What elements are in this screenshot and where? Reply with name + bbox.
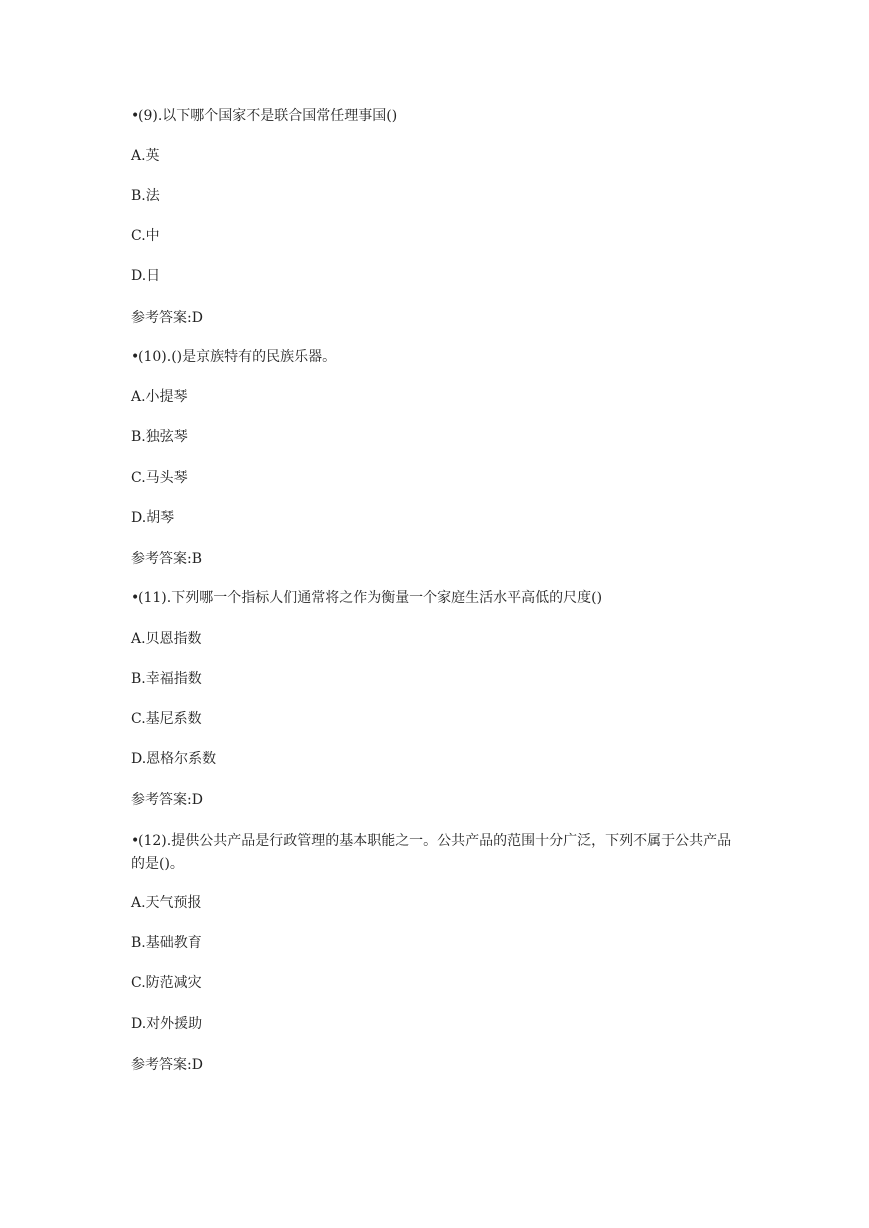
question-9-option-d: D.日: [131, 268, 161, 284]
question-9-stem: •(9).以下哪个国家不是联合国常任理事国(): [131, 108, 398, 124]
bullet-icon: •: [131, 108, 140, 124]
question-11-stem: •(11).下列哪一个指标人们通常将之作为衡量一个家庭生活水平高低的尺度(): [131, 590, 603, 606]
question-12-stem: •(12).提供公共产品是行政管理的基本职能之一。公共产品的范围十分广泛，下列不属于公共产品的是()。: [131, 830, 741, 876]
question-11-option-b: B.幸福指数: [131, 671, 202, 687]
question-11-option-d: D.恩格尔系数: [131, 751, 217, 767]
question-10-option-c: C.马头琴: [131, 470, 188, 486]
bullet-icon: •: [131, 349, 140, 365]
question-12-answer: 参考答案:D: [131, 1057, 203, 1073]
question-12-option-d: D.对外援助: [131, 1016, 203, 1032]
question-10-option-a: A.小提琴: [131, 389, 188, 405]
question-10-stem: •(10).()是京族特有的民族乐器。: [131, 349, 337, 365]
question-12-option-c: C.防范减灾: [131, 975, 202, 991]
question-11-option-c: C.基尼系数: [131, 711, 202, 727]
bullet-icon: •: [131, 833, 140, 849]
question-11-answer: 参考答案:D: [131, 792, 203, 808]
question-9-option-a: A.英: [131, 148, 160, 164]
question-12-option-b: B.基础教育: [131, 935, 202, 951]
question-10-answer: 参考答案:B: [131, 551, 203, 567]
question-12-option-a: A.天气预报: [131, 895, 202, 911]
question-10-option-d: D.胡琴: [131, 510, 175, 526]
question-10-option-b: B.独弦琴: [131, 429, 188, 445]
bullet-icon: •: [131, 590, 140, 606]
question-11-option-a: A.贝恩指数: [131, 631, 202, 647]
question-9-option-c: C.中: [131, 228, 160, 244]
question-9-option-b: B.法: [131, 188, 160, 204]
question-9-answer: 参考答案:D: [131, 310, 203, 326]
